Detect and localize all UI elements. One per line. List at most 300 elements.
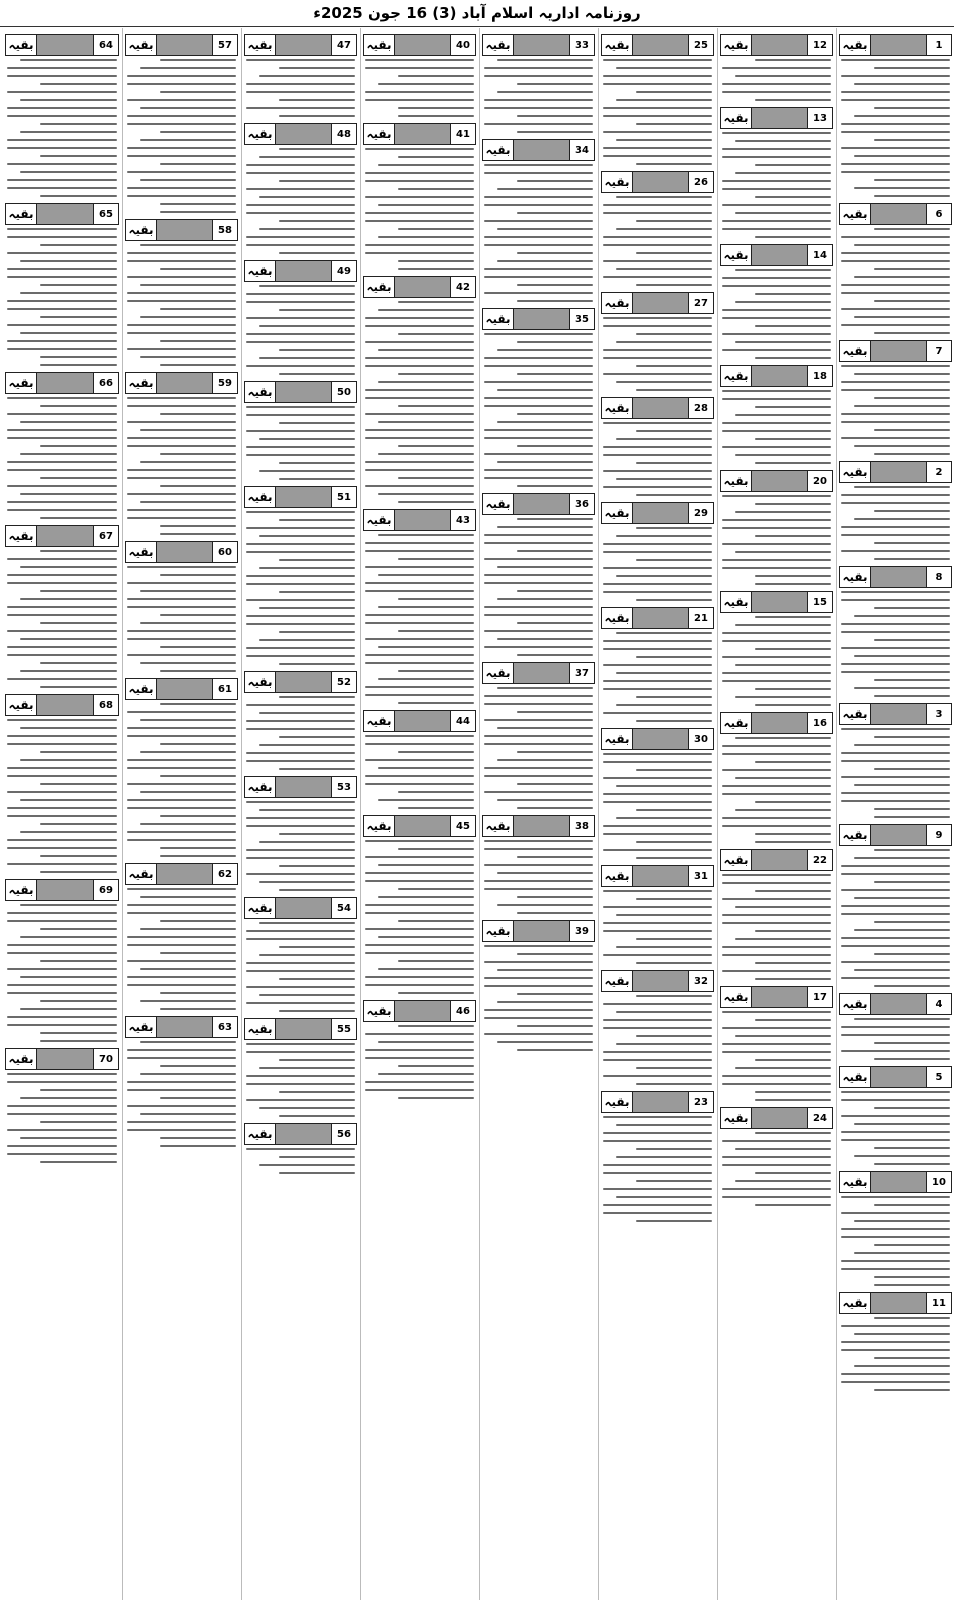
text-line — [7, 485, 117, 487]
text-line — [7, 678, 117, 680]
text-line — [603, 59, 712, 61]
continuation-box — [839, 203, 952, 334]
continuation-number: 27 — [688, 293, 713, 313]
text-line — [616, 672, 712, 674]
text-line — [259, 535, 355, 537]
header-bar — [157, 679, 212, 699]
text-line — [517, 550, 593, 552]
continuation-label: بقیہ — [840, 35, 871, 55]
text-line — [722, 277, 831, 279]
text-line — [497, 727, 593, 729]
continuation-box — [839, 566, 952, 697]
text-line — [398, 807, 474, 809]
text-line — [7, 340, 117, 342]
text-line — [616, 196, 712, 198]
text-line — [616, 268, 712, 270]
text-line — [841, 421, 950, 423]
header-bar — [871, 462, 926, 482]
text-line — [160, 91, 236, 93]
text-line — [140, 662, 236, 664]
text-line — [722, 914, 831, 916]
text-line — [365, 654, 474, 656]
text-line — [279, 67, 355, 69]
text-line — [140, 461, 236, 463]
text-line — [636, 494, 712, 496]
text-line — [616, 575, 712, 577]
continuation-number: 29 — [688, 503, 713, 523]
text-line — [735, 737, 831, 739]
text-line — [636, 527, 712, 529]
text-line — [279, 1172, 355, 1174]
text-line — [841, 171, 950, 173]
text-line — [636, 696, 712, 698]
text-line — [603, 688, 712, 690]
continuation-label: بقیہ — [245, 487, 276, 507]
text-line — [484, 985, 593, 987]
text-line — [755, 325, 831, 327]
text-line — [603, 1172, 712, 1174]
text-line — [365, 872, 474, 874]
text-line — [603, 75, 712, 77]
continuation-number: 61 — [212, 679, 237, 699]
text-line — [722, 132, 831, 134]
text-line — [365, 180, 474, 182]
text-line — [722, 1164, 831, 1166]
text-line — [398, 992, 474, 994]
text-line — [636, 333, 712, 335]
masthead — [0, 0, 954, 27]
text-line — [636, 163, 712, 165]
text-line — [365, 984, 474, 986]
text-line — [378, 309, 474, 311]
text-line — [603, 131, 712, 133]
text-line — [127, 1121, 236, 1123]
text-line — [603, 801, 712, 803]
continuation-label: بقیہ — [126, 1017, 157, 1037]
text-line — [246, 1075, 355, 1077]
continuation-header — [601, 865, 714, 887]
text-line — [40, 445, 117, 447]
text-line — [735, 212, 831, 214]
article-text — [601, 422, 714, 496]
text-line — [20, 638, 117, 640]
text-line — [874, 1042, 950, 1044]
text-line — [140, 67, 236, 69]
text-line — [755, 293, 831, 295]
text-line — [140, 1073, 236, 1075]
continuation-number: 3 — [926, 704, 951, 724]
header-bar — [752, 245, 807, 265]
continuation-number: 68 — [93, 695, 118, 715]
header-bar — [633, 1092, 688, 1112]
article-text — [720, 390, 833, 464]
text-line — [755, 196, 831, 198]
text-line — [40, 1089, 117, 1091]
text-line — [160, 413, 236, 415]
text-line — [497, 228, 593, 230]
text-line — [636, 841, 712, 843]
continuation-box — [363, 509, 476, 704]
text-line — [160, 574, 236, 576]
text-line — [636, 809, 712, 811]
continuation-number: 15 — [807, 592, 832, 612]
text-line — [854, 405, 950, 407]
text-line — [497, 759, 593, 761]
text-line — [484, 220, 593, 222]
text-line — [517, 953, 593, 955]
text-line — [246, 728, 355, 730]
text-line — [160, 1097, 236, 1099]
text-line — [854, 276, 950, 278]
text-line — [246, 83, 355, 85]
text-line — [7, 815, 117, 817]
text-line — [259, 470, 355, 472]
text-line — [160, 1145, 236, 1147]
text-line — [40, 871, 117, 873]
text-line — [517, 590, 593, 592]
text-line — [484, 1009, 593, 1011]
text-line — [40, 928, 117, 930]
text-line — [874, 542, 950, 544]
text-line — [20, 936, 117, 938]
text-line — [722, 285, 831, 287]
text-line — [603, 422, 712, 424]
text-line — [841, 1373, 950, 1375]
text-line — [722, 656, 831, 658]
text-line — [854, 486, 950, 488]
text-line — [722, 922, 831, 924]
text-line — [20, 759, 117, 761]
text-line — [398, 848, 474, 850]
text-line — [722, 817, 831, 819]
text-line — [40, 244, 117, 246]
text-line — [378, 83, 474, 85]
continuation-box — [363, 276, 476, 503]
text-line — [484, 775, 593, 777]
continuation-label: بقیہ — [126, 864, 157, 884]
continuation-label: بقیہ — [483, 921, 514, 941]
text-line — [20, 1137, 117, 1139]
text-line — [365, 840, 474, 842]
text-line — [841, 913, 950, 915]
text-line — [484, 164, 593, 166]
text-line — [722, 543, 831, 545]
continuation-label: بقیہ — [840, 1067, 871, 1087]
continuation-box — [5, 203, 119, 366]
text-line — [365, 1081, 474, 1083]
text-line — [755, 575, 831, 577]
article-text — [482, 687, 595, 809]
article-text — [244, 1148, 357, 1174]
text-line — [603, 107, 712, 109]
text-line — [755, 357, 831, 359]
text-line — [20, 799, 117, 801]
article-column — [717, 28, 835, 1600]
text-line — [517, 252, 593, 254]
text-line — [20, 59, 117, 61]
article-text — [244, 59, 357, 117]
continuation-header — [839, 1171, 952, 1193]
text-line — [874, 921, 950, 923]
text-line — [636, 1180, 712, 1182]
text-line — [378, 493, 474, 495]
text-line — [7, 115, 117, 117]
continuation-box — [720, 470, 833, 585]
text-line — [841, 599, 950, 601]
continuation-box — [363, 1000, 476, 1099]
text-line — [378, 678, 474, 680]
text-line — [854, 1333, 950, 1335]
text-line — [854, 897, 950, 899]
text-line — [841, 591, 950, 593]
text-line — [841, 752, 950, 754]
continuation-box — [244, 34, 357, 117]
header-bar — [633, 293, 688, 313]
text-line — [484, 646, 593, 648]
continuation-number: 33 — [569, 35, 594, 55]
header-bar — [633, 172, 688, 192]
continuation-label: بقیہ — [483, 140, 514, 160]
text-line — [497, 349, 593, 351]
text-line — [279, 663, 355, 665]
text-line — [7, 1113, 117, 1115]
continuation-box — [720, 244, 833, 359]
text-line — [874, 179, 950, 181]
continuation-label: بقیہ — [721, 987, 752, 1007]
text-line — [841, 977, 950, 979]
text-line — [497, 638, 593, 640]
text-line — [246, 647, 355, 649]
text-line — [722, 898, 831, 900]
text-line — [497, 526, 593, 528]
article-text — [839, 591, 952, 697]
header-bar — [395, 124, 450, 144]
text-line — [517, 912, 593, 914]
text-line — [7, 1129, 117, 1131]
continuation-label: بقیہ — [840, 1293, 871, 1313]
header-bar — [752, 850, 807, 870]
article-column — [122, 28, 240, 1600]
text-line — [616, 1011, 712, 1013]
text-line — [259, 712, 355, 714]
text-line — [603, 244, 712, 246]
text-line — [160, 815, 236, 817]
continuation-box — [244, 486, 357, 665]
text-line — [378, 799, 474, 801]
header-bar — [633, 608, 688, 628]
text-line — [7, 276, 117, 278]
text-line — [365, 590, 474, 592]
continuation-label: بقیہ — [483, 816, 514, 836]
continuation-header — [720, 470, 833, 492]
continuation-header — [363, 710, 476, 732]
text-line — [398, 301, 474, 303]
text-line — [7, 139, 117, 141]
text-line — [140, 590, 236, 592]
continuation-box — [839, 1066, 952, 1165]
text-line — [140, 928, 236, 930]
text-line — [722, 317, 831, 319]
text-line — [841, 1139, 950, 1141]
header-bar — [37, 526, 93, 546]
text-line — [246, 720, 355, 722]
text-line — [874, 679, 950, 681]
text-line — [127, 904, 236, 906]
continuation-label: بقیہ — [840, 204, 871, 224]
continuation-label: بقیہ — [721, 35, 752, 55]
text-line — [484, 977, 593, 979]
text-line — [7, 775, 117, 777]
text-line — [616, 785, 712, 787]
text-line — [636, 1083, 712, 1085]
text-line — [259, 357, 355, 359]
text-line — [259, 1164, 355, 1166]
text-line — [365, 59, 474, 61]
text-line — [603, 1132, 712, 1134]
continuation-number: 56 — [331, 1124, 356, 1144]
text-line — [246, 244, 355, 246]
text-line — [636, 938, 712, 940]
text-line — [365, 220, 474, 222]
text-line — [398, 1097, 474, 1099]
text-line — [127, 83, 236, 85]
continuation-number: 53 — [331, 777, 356, 797]
text-line — [127, 276, 236, 278]
header-bar — [871, 341, 926, 361]
text-line — [841, 961, 950, 963]
text-line — [20, 598, 117, 600]
text-line — [603, 486, 712, 488]
continuation-label: بقیہ — [602, 729, 633, 749]
text-line — [603, 1212, 712, 1214]
continuation-header — [601, 728, 714, 750]
text-line — [484, 630, 593, 632]
continuation-label: بقیہ — [840, 462, 871, 482]
text-line — [722, 1083, 831, 1085]
text-line — [40, 195, 117, 197]
text-line — [127, 437, 236, 439]
text-line — [874, 849, 950, 851]
text-line — [841, 623, 950, 625]
header-bar — [752, 35, 807, 55]
text-line — [722, 1075, 831, 1077]
text-line — [841, 1115, 950, 1117]
text-line — [735, 1035, 831, 1037]
continuation-number: 55 — [331, 1019, 356, 1039]
article-text — [720, 269, 833, 359]
text-line — [722, 825, 831, 827]
article-text — [363, 840, 476, 994]
text-line — [603, 849, 712, 851]
text-line — [127, 984, 236, 986]
text-line — [160, 847, 236, 849]
text-line — [484, 695, 593, 697]
text-line — [40, 662, 117, 664]
text-line — [246, 212, 355, 214]
text-line — [874, 1284, 950, 1286]
article-text — [5, 904, 119, 1042]
text-line — [874, 1147, 950, 1149]
article-text — [244, 511, 357, 665]
text-line — [755, 503, 831, 505]
text-line — [127, 1081, 236, 1083]
text-line — [365, 566, 474, 568]
text-line — [497, 421, 593, 423]
header-bar — [514, 309, 569, 329]
text-line — [20, 421, 117, 423]
text-line — [722, 672, 831, 674]
continuation-number: 25 — [688, 35, 713, 55]
text-line — [755, 59, 831, 61]
text-line — [841, 647, 950, 649]
text-line — [160, 211, 236, 213]
article-column — [479, 28, 597, 1600]
text-line — [7, 614, 117, 616]
text-line — [140, 751, 236, 753]
text-line — [279, 559, 355, 561]
header-bar — [514, 494, 569, 514]
text-line — [841, 59, 950, 61]
text-line — [722, 1027, 831, 1029]
text-line — [365, 856, 474, 858]
text-line — [246, 825, 355, 827]
text-line — [7, 501, 117, 503]
text-line — [140, 284, 236, 286]
text-line — [7, 107, 117, 109]
continuation-box — [839, 34, 952, 197]
text-line — [874, 1107, 950, 1109]
text-line — [398, 920, 474, 922]
text-line — [140, 139, 236, 141]
article-text — [839, 228, 952, 334]
header-bar — [633, 35, 688, 55]
text-line — [7, 807, 117, 809]
text-line — [127, 1089, 236, 1091]
text-line — [7, 252, 117, 254]
text-line — [636, 1148, 712, 1150]
text-line — [484, 614, 593, 616]
text-line — [874, 607, 950, 609]
continuation-number: 7 — [926, 341, 951, 361]
text-line — [517, 993, 593, 995]
text-line — [279, 1059, 355, 1061]
text-line — [40, 155, 117, 157]
header-bar — [871, 35, 926, 55]
text-line — [279, 736, 355, 738]
text-line — [246, 938, 355, 940]
text-line — [841, 1260, 950, 1262]
continuation-label: بقیہ — [721, 108, 752, 128]
continuation-header — [5, 34, 119, 56]
text-line — [127, 727, 236, 729]
text-line — [755, 704, 831, 706]
continuation-number: 30 — [688, 729, 713, 749]
text-line — [755, 761, 831, 763]
text-line — [722, 430, 831, 432]
continuation-number: 48 — [331, 124, 356, 144]
continuation-number: 32 — [688, 971, 713, 991]
continuation-number: 64 — [93, 35, 118, 55]
article-text — [125, 244, 238, 366]
text-line — [7, 1145, 117, 1147]
text-line — [7, 268, 117, 270]
text-line — [365, 1049, 474, 1051]
header-bar — [633, 729, 688, 749]
text-line — [398, 115, 474, 117]
header-bar — [395, 711, 450, 731]
text-line — [140, 622, 236, 624]
text-line — [636, 962, 712, 964]
